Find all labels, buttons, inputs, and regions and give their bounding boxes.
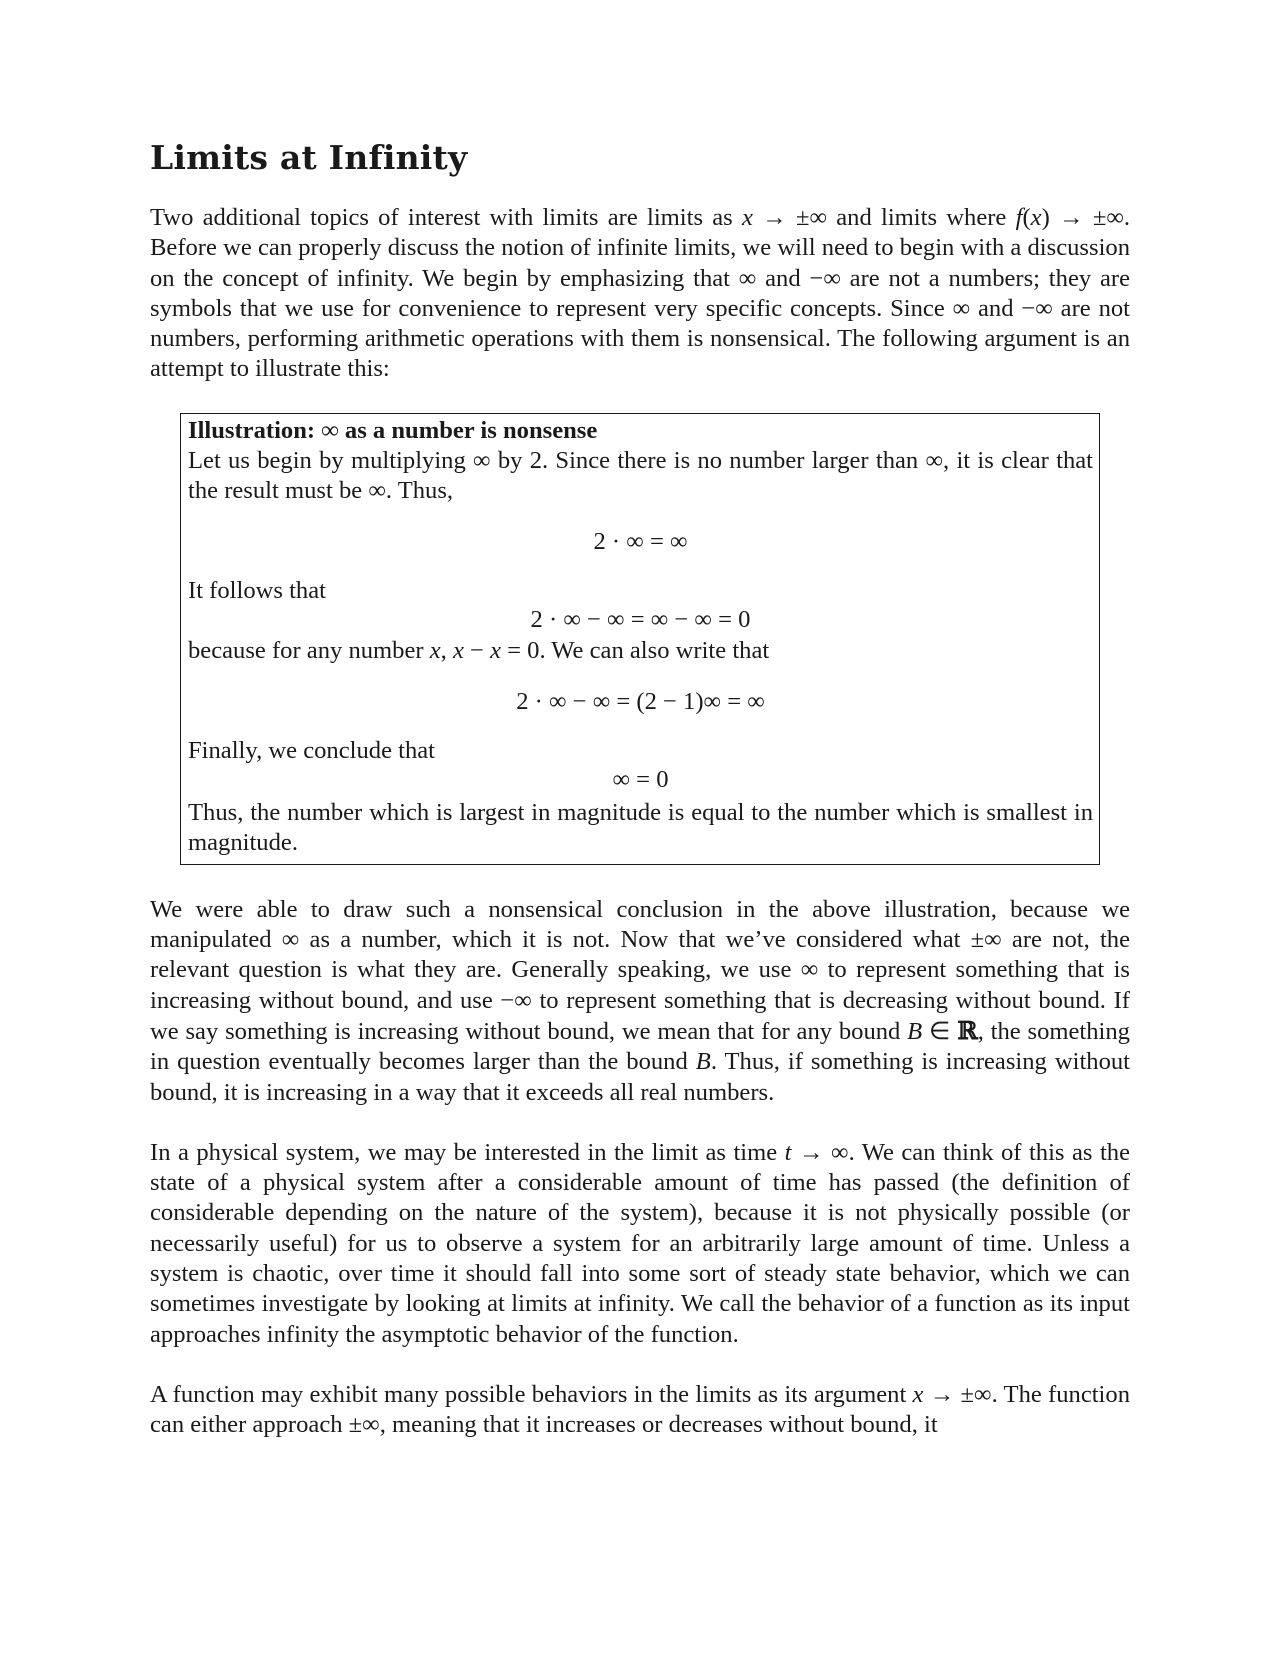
equation-2: 2 · ∞ − ∞ = ∞ − ∞ = 0 <box>530 605 751 633</box>
paragraph-3 <box>150 1138 1130 1350</box>
text: , <box>440 636 453 664</box>
math-var: x <box>742 204 753 231</box>
text: Two additional topics of interest with limits are limits as <box>150 204 742 231</box>
math-var: x <box>429 636 441 664</box>
text: , the something in question eventually becomes larger than the bound <box>150 1017 1130 1076</box>
intro-paragraph <box>150 203 1130 385</box>
text: → ±∞. The function can either approach ±∞, meaning that it increases or decreases without bound, it <box>150 1380 1130 1439</box>
illustration-text-1: Let us begin by multiplying ∞ by 2. Since there is no number larger than ∞, it is clear that the result must be ∞. Thus, <box>188 446 1093 504</box>
page-content <box>150 138 1130 1441</box>
math-var: x <box>452 636 464 664</box>
math-var: B <box>907 1017 923 1045</box>
math-var: x <box>912 1380 924 1408</box>
math-var: x <box>490 636 501 664</box>
paragraph-4 <box>150 1380 1130 1441</box>
math-var: B <box>695 1048 711 1076</box>
math-var: t <box>784 1138 792 1166</box>
equation-3: 2 · ∞ − ∞ = (2 − 1)∞ = ∞ <box>516 687 765 715</box>
text: . Thus, if something is increasing without bound, it is increasing in a way that it exceeds all real numbers. <box>150 1048 1131 1106</box>
text: = 0. We can also write that <box>500 636 770 664</box>
text: ( <box>1022 204 1031 231</box>
text: → ∞. We can think of this as the state of a physical system after a considerable amount of time has passed (the definition of considerable depending on the nature of the system), because it is not physically possible (or necessarily useful) for us to observe a system for an arbitrarily large amount of time. Unless a system is chaotic, over time it should fall into some sort of steady state behavior, which we can sometimes investigate by looking at limits at infinity. We call the behavior of a function as its input approaches infinity the asymptotic behavior of the function. <box>150 1138 1130 1348</box>
text: − <box>463 636 491 664</box>
equation-4: ∞ = 0 <box>612 765 669 793</box>
math-symbol: ℝ <box>957 1015 978 1045</box>
paragraph-2 <box>150 895 1130 1108</box>
text: ∈ <box>922 1017 958 1045</box>
text: A function may exhibit many possible behaviors in the limits as its argument <box>150 1380 913 1408</box>
illustration-text-3 <box>188 636 1093 666</box>
illustration-text-5: Thus, the number which is largest in magnitude is equal to the number which is smallest in magnitude. <box>188 798 1093 856</box>
section-title: Limits at Infinity <box>150 138 468 177</box>
illustration-text-4: Finally, we conclude that <box>188 736 436 764</box>
equation-1: 2 · ∞ = ∞ <box>593 527 688 555</box>
illustration-text-2: It follows that <box>188 576 326 604</box>
math-var: x <box>1030 204 1042 231</box>
text: We were able to draw such a nonsensical conclusion in the above illustration, because we manipulated ∞ as a number, which it is not. Now that we’ve considered what ±∞ are not, the relevant question is what they are. Generally speaking, we use ∞ to represent something that is increasing without bound, and use −∞ to represent something that is decreasing without bound. If we say something is increasing without bound, we mean that for any bound <box>150 895 1130 1045</box>
text: In a physical system, we may be interested in the limit as time <box>150 1138 785 1166</box>
math-var: f <box>1015 204 1023 231</box>
illustration-box <box>180 413 1100 865</box>
text: ) → ±∞. Before we can properly discuss the notion of infinite limits, we will need to begin with a discussion on the concept of infinity. We begin by emphasizing that ∞ and −∞ are not a numbers; they are symbols that we use for convenience to represent very specific concepts. Since ∞ and −∞ are not numbers, performing arithmetic operations with them is nonsensical. The following argument is an attempt to illustrate this: <box>150 204 1130 383</box>
illustration-heading: Illustration: ∞ as a number is nonsense <box>188 416 598 444</box>
text: because for any number <box>188 636 430 664</box>
text: → ±∞ and limits where <box>752 204 1016 231</box>
